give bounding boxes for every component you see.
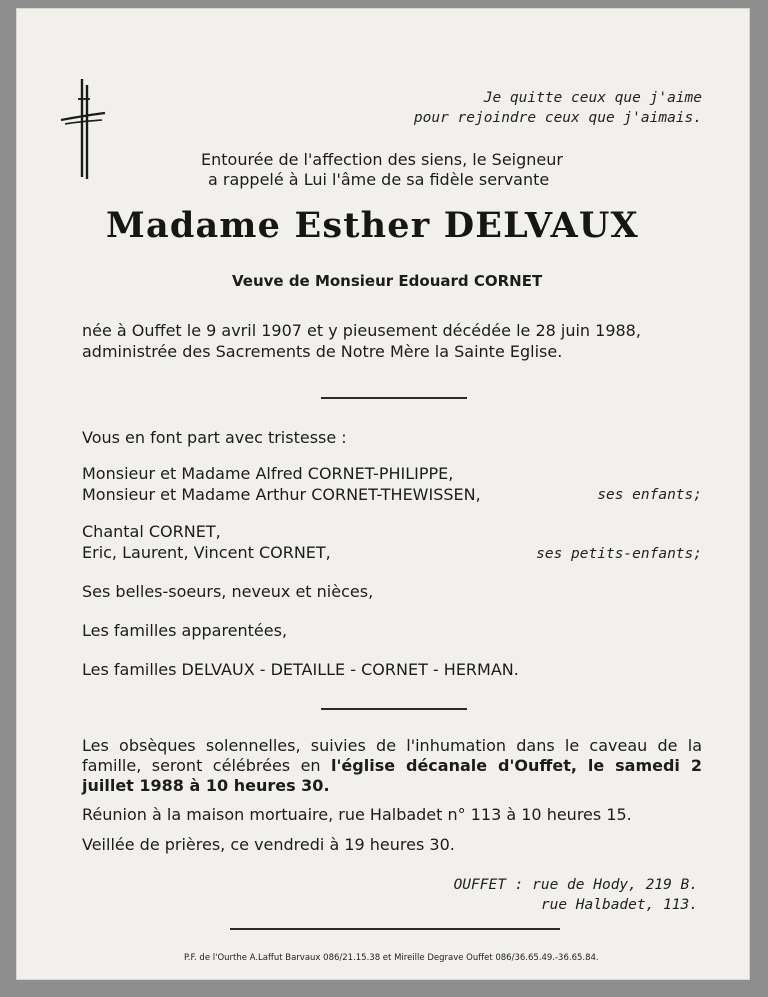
announcement: Vous en font part avec tristesse : bbox=[82, 428, 347, 447]
child-2: Monsieur et Madame Arthur CORNET-THEWISSEN, bbox=[82, 485, 481, 504]
meeting-info: Réunion à la maison mortuaire, rue Halbadet n° 113 à 10 heures 15. bbox=[82, 805, 632, 824]
in-laws: Ses belles-soeurs, neveux et nièces, bbox=[82, 582, 374, 601]
grandchildren-relation: ses petits-enfants; bbox=[536, 546, 702, 562]
families: Les familles DELVAUX - DETAILLE - CORNET - HERMAN. bbox=[82, 660, 519, 679]
divider-2 bbox=[321, 708, 467, 710]
divider-3 bbox=[230, 928, 560, 930]
birth-death-line-1: née à Ouffet le 9 avril 1907 et y pieusement décédée le 28 juin 1988, bbox=[82, 321, 641, 340]
funeral-paragraph bbox=[82, 736, 702, 796]
grandchild-1: Chantal CORNET, bbox=[82, 522, 221, 541]
birth-death-line-2: administrée des Sacrements de Notre Mère la Sainte Eglise. bbox=[82, 342, 563, 361]
divider-1 bbox=[321, 397, 467, 399]
funeral-notice-card bbox=[16, 8, 750, 980]
related-families: Les familles apparentées, bbox=[82, 621, 288, 640]
vigil-info: Veillée de prières, ce vendredi à 19 heures 30. bbox=[82, 835, 455, 854]
quote-line-1: Je quitte ceux que j'aime bbox=[483, 90, 702, 106]
funeral-home-footer: P.F. de l'Ourthe A.Laffut Barvaux 086/21.15.38 et Mireille Degrave Ouffet 086/36.65.49.-36.65.84. bbox=[184, 953, 599, 963]
children-relation: ses enfants; bbox=[597, 487, 702, 503]
child-1: Monsieur et Madame Alfred CORNET-PHILIPPE, bbox=[82, 464, 454, 483]
address-line-1: OUFFET : rue de Hody, 219 B. bbox=[453, 877, 698, 893]
widow-of: Veuve de Monsieur Edouard CORNET bbox=[232, 272, 543, 290]
address-line-2: rue Halbadet, 113. bbox=[540, 897, 698, 913]
funeral-intro: Les obsèques solennelles, suivies de l'inhumation dans le caveau de la famille, seront célébrées en bbox=[82, 736, 702, 775]
grandchild-2: Eric, Laurent, Vincent CORNET, bbox=[82, 543, 331, 562]
intro-line-2: a rappelé à Lui l'âme de sa fidèle servante bbox=[208, 170, 550, 189]
intro-line-1: Entourée de l'affection des siens, le Seigneur bbox=[201, 150, 563, 169]
deceased-name: Madame Esther DELVAUX bbox=[106, 205, 639, 246]
quote-line-2: pour rejoindre ceux que j'aimais. bbox=[413, 110, 702, 126]
funeral-church-date: l'église décanale d'Ouffet, le samedi 2 juillet 1988 à 10 heures 30. bbox=[82, 756, 702, 795]
cross-icon bbox=[58, 77, 110, 181]
